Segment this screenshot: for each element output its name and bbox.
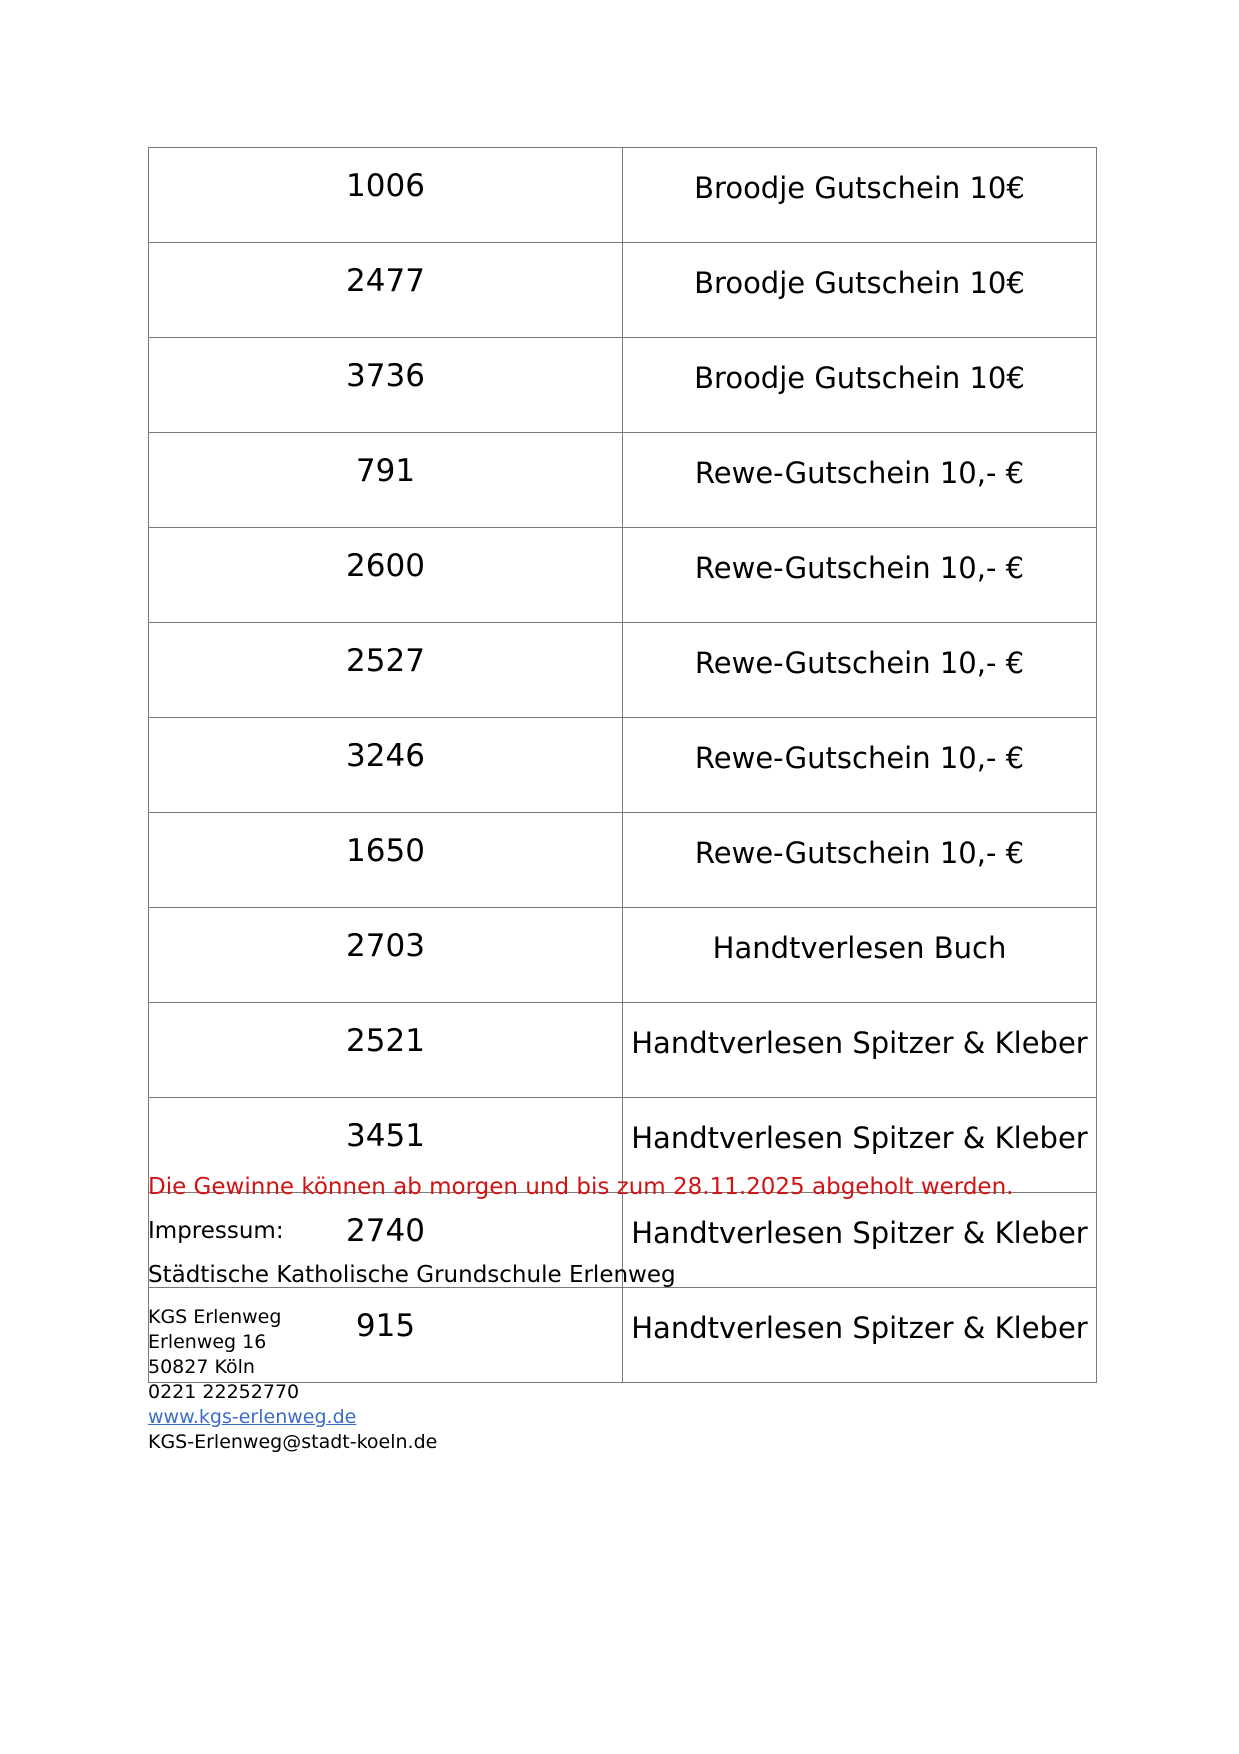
- winning-number: 2600: [149, 528, 623, 623]
- winning-number: 3246: [149, 718, 623, 813]
- prize-name: Handtverlesen Spitzer & Kleber: [623, 1288, 1097, 1383]
- winning-number: 2521: [149, 1003, 623, 1098]
- table-row: [149, 813, 1097, 908]
- prize-name: Rewe-Gutschein 10,- €: [623, 718, 1097, 813]
- website-link[interactable]: www.kgs-erlenweg.de: [148, 1406, 357, 1428]
- winning-number: 1650: [149, 813, 623, 908]
- winning-number: 1006: [149, 148, 623, 243]
- table-row: [149, 908, 1097, 1003]
- prize-name: Broodje Gutschein 10€: [623, 148, 1097, 243]
- winning-number: 3451: [149, 1098, 623, 1193]
- prize-name: Handtverlesen Spitzer & Kleber: [623, 1193, 1097, 1288]
- city-address: 50827 Köln: [148, 1356, 255, 1378]
- street-address: Erlenweg 16: [148, 1331, 267, 1353]
- table-row: [149, 718, 1097, 813]
- school-name: Städtische Katholische Grundschule Erlenweg: [148, 1262, 676, 1288]
- winning-number: 2703: [149, 908, 623, 1003]
- contact-block: [148, 1305, 437, 1455]
- table-row: [149, 433, 1097, 528]
- prize-name: Broodje Gutschein 10€: [623, 243, 1097, 338]
- table-row: [149, 148, 1097, 243]
- prize-name: Broodje Gutschein 10€: [623, 338, 1097, 433]
- prize-name: Rewe-Gutschein 10,- €: [623, 528, 1097, 623]
- prize-name: Handtverlesen Buch: [623, 908, 1097, 1003]
- prize-name: Handtverlesen Spitzer & Kleber: [623, 1098, 1097, 1193]
- prize-name: Rewe-Gutschein 10,- €: [623, 623, 1097, 718]
- prize-name: Rewe-Gutschein 10,- €: [623, 813, 1097, 908]
- winning-number: 2527: [149, 623, 623, 718]
- winning-number: 915: [149, 1288, 623, 1383]
- impressum-heading: Impressum:: [148, 1218, 284, 1244]
- table-row: [149, 1003, 1097, 1098]
- winning-number: 2740: [149, 1193, 623, 1288]
- table-row: [149, 338, 1097, 433]
- winning-number: 3736: [149, 338, 623, 433]
- prize-name: Handtverlesen Spitzer & Kleber: [623, 1003, 1097, 1098]
- pickup-notice: Die Gewinne können ab morgen und bis zum 28.11.2025 abgeholt werden.: [148, 1174, 1014, 1200]
- school-short-name: KGS Erlenweg: [148, 1306, 282, 1328]
- table-row: [149, 623, 1097, 718]
- phone-number: 0221 22252770: [148, 1381, 300, 1403]
- table-row: [149, 243, 1097, 338]
- prize-name: Rewe-Gutschein 10,- €: [623, 433, 1097, 528]
- email-address: KGS-Erlenweg@stadt-koeln.de: [148, 1431, 438, 1453]
- table-row: [149, 528, 1097, 623]
- winning-number: 791: [149, 433, 623, 528]
- winning-number: 2477: [149, 243, 623, 338]
